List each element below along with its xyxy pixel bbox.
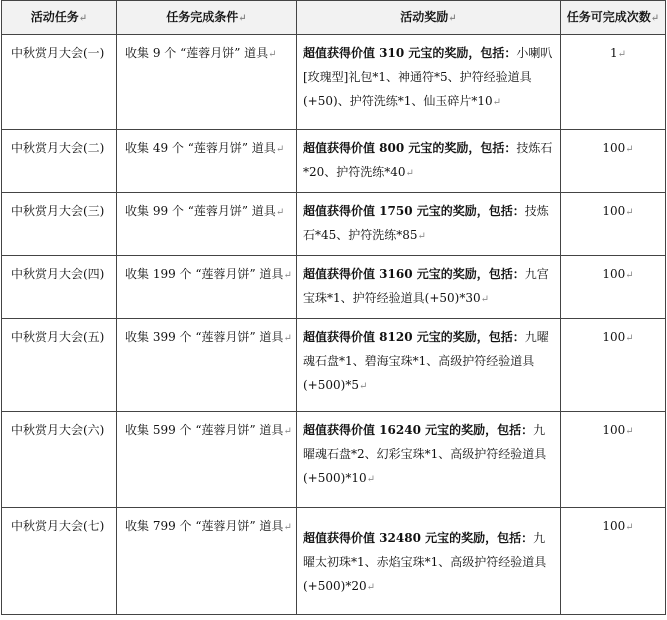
- condition-cell: [117, 256, 297, 319]
- header-condition-label: 任务完成条件: [166, 9, 239, 24]
- reward-headline: 超值获得价值 800 元宝的奖励，包括：: [303, 141, 517, 155]
- reward-items: 九曜太初珠*1、赤焰宝珠*1、高级护符经验道具(+500)*20: [303, 531, 547, 593]
- count-cell: [561, 35, 666, 130]
- condition-text: 收集 799 个 “莲蓉月饼” 道具: [125, 519, 284, 533]
- condition-cell: [117, 130, 297, 193]
- condition-cell: [117, 319, 297, 412]
- reward-headline: 超值获得价值 32480 元宝的奖励，包括：: [303, 531, 534, 545]
- paragraph-mark: ↵: [417, 231, 426, 242]
- table-row: [2, 193, 666, 256]
- reward-cell: [297, 256, 561, 319]
- paragraph-mark: ↵: [268, 49, 277, 60]
- task-name: 中秋赏月大会(二): [11, 141, 105, 155]
- paragraph-mark: ↵: [275, 144, 285, 155]
- header-task: [2, 1, 117, 35]
- count-cell: [561, 193, 666, 256]
- condition-cell: [117, 35, 297, 130]
- count-value: 100: [602, 330, 626, 344]
- reward-headline: 超值获得价值 8120 元宝的奖励，包括：: [303, 330, 525, 344]
- reward-headline: 超值获得价值 16240 元宝的奖励，包括：: [303, 423, 534, 437]
- task-cell: [2, 130, 117, 193]
- reward-headline: 超值获得价值 1750 元宝的奖励，包括：: [303, 204, 525, 218]
- count-cell: [561, 508, 666, 615]
- reward-items: 小喇叭[玫瑰型]礼包*1、神通符*5、护符经验道具(+50)、护符洗练*1、仙玉碎片*10: [303, 46, 553, 108]
- task-name: 中秋赏月大会(五): [11, 330, 105, 344]
- paragraph-mark: ↵: [650, 12, 660, 24]
- paragraph-mark: ↵: [283, 333, 292, 344]
- count-cell: [561, 412, 666, 508]
- reward-cell: [297, 35, 561, 130]
- paragraph-mark: ↵: [358, 381, 368, 392]
- condition-text: 收集 9 个 “莲蓉月饼” 道具: [125, 46, 269, 60]
- task-name: 中秋赏月大会(六): [11, 423, 105, 437]
- paragraph-mark: ↵: [625, 144, 634, 155]
- reward-cell: [297, 319, 561, 412]
- paragraph-mark: ↵: [283, 522, 292, 533]
- table-row: [2, 319, 666, 412]
- reward-cell: [297, 412, 561, 508]
- header-count: [561, 1, 666, 35]
- count-value: 100: [602, 519, 626, 533]
- task-name: 中秋赏月大会(三): [11, 204, 105, 218]
- table-row: [2, 256, 666, 319]
- task-cell: [2, 319, 117, 412]
- header-reward-label: 活动奖励: [400, 9, 449, 24]
- task-cell: [2, 508, 117, 615]
- paragraph-mark: ↵: [366, 474, 375, 485]
- paragraph-mark: ↵: [625, 522, 634, 533]
- count-cell: [561, 256, 666, 319]
- condition-text: 收集 199 个 “莲蓉月饼” 道具: [125, 267, 284, 281]
- paragraph-mark: ↵: [625, 426, 634, 437]
- count-value: 100: [602, 423, 626, 437]
- table-row: [2, 412, 666, 508]
- count-value: 100: [602, 141, 626, 155]
- condition-cell: [117, 508, 297, 615]
- reward-table: [1, 0, 666, 615]
- reward-items: 技炼石*45、护符洗练*85: [303, 204, 549, 242]
- condition-text: 收集 599 个 “莲蓉月饼” 道具: [125, 423, 284, 437]
- paragraph-mark: ↵: [625, 270, 634, 281]
- paragraph-mark: ↵: [625, 333, 634, 344]
- condition-cell: [117, 193, 297, 256]
- task-name: 中秋赏月大会(一): [11, 46, 105, 60]
- condition-cell: [117, 412, 297, 508]
- reward-headline: 超值获得价值 3160 元宝的奖励，包括：: [303, 267, 525, 281]
- paragraph-mark: ↵: [275, 207, 285, 218]
- task-cell: [2, 412, 117, 508]
- reward-items: 九宫宝珠*1、护符经验道具(+50)*30: [303, 267, 549, 305]
- task-name: 中秋赏月大会(七): [11, 519, 105, 533]
- condition-text: 收集 99 个 “莲蓉月饼” 道具: [125, 204, 276, 218]
- reward-items: 九曜魂石盘*1、碧海宝珠*1、高级护符经验道具(+500)*5: [303, 330, 549, 392]
- header-condition: [117, 1, 297, 35]
- condition-text: 收集 399 个 “莲蓉月饼” 道具: [125, 330, 284, 344]
- reward-items: 九曜魂石盘*2、幻彩宝珠*1、高级护符经验道具(+500)*10: [303, 423, 547, 485]
- paragraph-mark: ↵: [78, 12, 88, 24]
- task-cell: [2, 35, 117, 130]
- paragraph-mark: ↵: [617, 49, 627, 60]
- condition-text: 收集 49 个 “莲蓉月饼” 道具: [125, 141, 276, 155]
- reward-headline: 超值获得价值 310 元宝的奖励，包括：: [303, 46, 517, 60]
- paragraph-mark: ↵: [480, 294, 489, 305]
- reward-cell: [297, 508, 561, 615]
- paragraph-mark: ↵: [366, 582, 375, 593]
- paragraph-mark: ↵: [283, 426, 292, 437]
- count-value: 100: [602, 204, 626, 218]
- header-count-label: 任务可完成次数: [566, 9, 651, 24]
- table-row: [2, 130, 666, 193]
- header-row: [2, 1, 666, 35]
- count-value: 1: [609, 46, 618, 60]
- count-cell: [561, 130, 666, 193]
- count-value: 100: [602, 267, 626, 281]
- reward-items: 技炼石*20、护符洗练*40: [303, 141, 553, 179]
- table-row: [2, 508, 666, 615]
- paragraph-mark: ↵: [448, 12, 457, 24]
- header-reward: [297, 1, 561, 35]
- task-cell: [2, 193, 117, 256]
- table-row: [2, 35, 666, 130]
- paragraph-mark: ↵: [238, 12, 247, 24]
- task-name: 中秋赏月大会(四): [11, 267, 105, 281]
- task-cell: [2, 256, 117, 319]
- reward-cell: [297, 193, 561, 256]
- paragraph-mark: ↵: [625, 207, 634, 218]
- reward-cell: [297, 130, 561, 193]
- paragraph-mark: ↵: [283, 270, 292, 281]
- header-task-label: 活动任务: [30, 9, 79, 24]
- paragraph-mark: ↵: [405, 168, 414, 179]
- count-cell: [561, 319, 666, 412]
- paragraph-mark: ↵: [492, 97, 501, 108]
